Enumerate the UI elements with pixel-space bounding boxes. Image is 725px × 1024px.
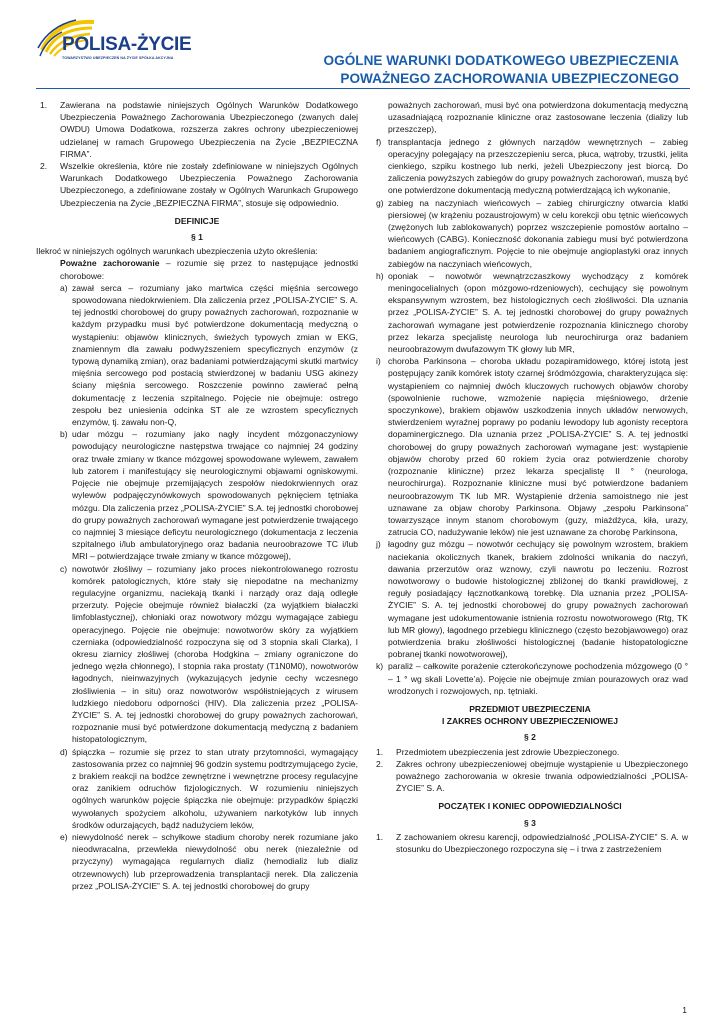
header-divider [36,88,690,89]
list-item: c) nowotwór złośliwy – rozumiany jako proces niekontrolowanego rozrostu komórek patologicznych, które stały się niepodatne na mechanizmy regulacyjne organizmu, naciekają tkanki i narządy oraz dają odległe przerzuty. Pojęcie obejmuje również białaczki (za wyjątkiem białaczki limfoblastycznej), chłoniaki oraz nowotwory mózgu wymagające zabiegu operacyjnego. Pojęcie nie obejmuje: nowotworów skóry za wyjątkiem czerniaka (odpowiedzialność rozpoczyna się od 3 stopnia skali Clarka), I okresu ziarnicy złośliwej (choroba Hodgkina – zmiany ograniczone do jednego węzła chłonnego), I stopnia raka prostaty (T1N0M0), nowotworów łagodnych, nieinwazyjnych (wykazujących jedynie cechy wczesnego złośliwienia – in situ) oraz nowotworów współistniejących z wirusem ludzkiego niedoboru odporności (HIV). Dla zaliczenia przez „POLISA-ŻYCIE” S. A. tej jednostki chorobowej do grupy poważnych zachorowań, rozpoznanie musi być potwierdzone dokumentacją medyczną z badaniem histopatologicznym, [60,563,358,745]
definitions-list-continued [376,99,688,697]
section-number: § 3 [524,817,536,828]
page-number: 1 [682,1005,687,1015]
intro-list [40,99,358,209]
list-item: j) łagodny guz mózgu – nowotwór cechujący się powolnym wzrostem, brakiem naciekania okolicznych tkanek, brakiem zdolności wnikania do naczyń, dawania przerzutów oraz wznowy, czyli nawrotu po leczeniu. Rozrost nowotworowy o budowie histologicznej zbliżonej do tkanki prawidłowej, z reguły posiadający łącznotkankową torebkę. Dla uznania przez „POLISA-ŻYCIE” S. A. tej jednostki chorobowej do grupy poważnych zachorowań wymagane jest udokumentowanie istnienia rozrostu nowotworowego (Rtg, TK lub MR głowy), łagodnego przebiegu klinicznego (często bezobjawowego) oraz potwierdzenia braku złośliwości histologicznej (badanie histopatologiczne pobranej tkanki nowotworowej), [376,539,688,660]
title-line-2: POWAŻNEGO ZACHOROWANIA UBEZPIECZONEGO [340,70,679,86]
list-item: 1. Z zachowaniem okresu karencji, odpowiedzialność „POLISA-ŻYCIE” S. A. w stosunku do Ubezpieczonego rozpoczyna się – i trwa z zastrzeżeniem [376,831,688,854]
section-heading: I ZAKRES OCHRONY UBEZPIECZENIOWEJ [441,716,619,727]
left-column [36,99,358,892]
section-heading: DEFINICJE [174,215,220,226]
logo-tagline: TOWARZYSTWO UBEZPIECZEŃ NA ŻYCIE SPÓŁKA AKCYJNA [62,56,174,60]
list-item: a) zawał serca – rozumiany jako martwica części mięśnia sercowego spowodowana niedokrwieniem. Dla zaliczenia przez „POLISA-ŻYCIE” S. A. tej jednostki chorobowej do grupy poważnych zachorowań, rozpoznanie w każdym przypadku musi być potwierdzone dokumentacją medyczną o wystąpieniu: objawów klinicznych, świeżych typowych zmian w EKG, znamiennym dla zawału podwyższeniem specyficznych enzymów (z typową dynamiką zmian), oraz badaniami potwierdzającymi skutki martwicy mięśnia sercowego pod postacią stwierdzonej w badaniu USG akinezy ściany mięśnia sercowego. Roszczenie powinno zawierać pełną dokumentację z leczenia szpitalnego. Pojęcie nie obejmuje: ostrego zespołu bez uniesienia odcinka ST ale ze wzrostem specyficznych enzymów, tj. zawału non-Q, [60,282,358,428]
logo-brand-text: POLISA-ŻYCIE [62,34,192,55]
list-item: f) transplantacja jednego z głównych narządów wewnętrznych – zabieg operacyjny polegający na przeszczepieniu serca, płuca, wątroby, trzustki, jelita cienkiego, szpiku kostnego lub nerki, jeżeli Ubezpieczony jest biorcą. Do zaliczenia powyższych zabiegów do grupy poważnych zachorowań, muszą być one potwierdzone dokumentacją medyczną potwierdzającą ich wykonanie, [376,136,688,196]
list-item: b) udar mózgu – rozumiany jako nagły incydent mózgonaczyniowy powodujący neurologiczne następstwa trwające co najmniej 24 godziny oraz trwałe zmiany w tkance mózgowej spowodowane wylewem, zawałem lub zatorem i manifestujący się neurologicznymi objawami ogniskowymi. Pojęcie nie obejmuje przemijających zespołów niedokrwiennych oraz wylewów podpajęczynówkowych spowodowanych pęknięciem tętniaka mózgu. Dla zaliczenia przez „POLISA-ŻYCIE” S.A. tej jednostki chorobowej do grupy poważnych zachorowań wymagane jest potwierdzenie trwającego co najmniej 3 miesiące deficytu neurologicznego (dokumentacja z leczenia szpitalnego i/lub ambulatoryjnego oraz badania neuroobrazowe TC i/lub MRI – potwierdzające trwałe zmiany w tkance mózgowej), [60,429,358,562]
list-item: d) śpiączka – rozumie się przez to stan utraty przytomności, wymagający zastosowania przez co najmniej 96 godzin systemu podtrzymującego życie, z brakiem reakcji na bodźce zewnętrzne i wewnętrzne procesy regulacyjne oraz zanikiem odruchów fizjologicznych. W rozumieniu niniejszych ogólnych warunków pojęcie śpiączka nie obejmuje: przypadków śpiączki wywołanych spożyciem alkoholu, używaniem narkotyków lub innych środków odurzających, bądź nadużyciem leków, [60,746,358,830]
section-number: § 1 [191,232,203,243]
list-item: 2. Zakres ochrony ubezpieczeniowej obejmuje wystąpienie u Ubezpieczonego poważnego zachorowania w okresie trwania odpowiedzialności „POLISA-ŻYCIE” S. A. [376,758,688,794]
company-logo [36,16,196,72]
list-item: 1. Zawierana na podstawie niniejszych Ogólnych Warunków Dodatkowego Ubezpieczenia Poważnego Zachorowania Ubezpieczonego (zwanych dalej OWDU) Umowa Dodatkowa, rozszerza zakres ochrony ubezpieczeniowej udzielanej w ramach Grupowego Ubezpieczenia na Życie „BEZPIECZNA FIRMA”. [40,100,358,159]
title-line-1: OGÓLNE WARUNKI DODATKOWEGO UBEZPIECZENIA [323,53,679,68]
liability-list [376,831,688,855]
list-item: poważnych zachorowań, musi być ona potwierdzona dokumentacją medyczną uzasadniającą rozpoznanie kliniczne oraz zastosowane leczenia (dializy lub przeszczep), [388,100,688,135]
definition-term: Poważne zachorowanie – rozumie się przez to następujące jednostki chorobowe: [60,258,358,281]
list-item: 1. Przedmiotem ubezpieczenia jest zdrowie Ubezpieczonego. [376,746,620,757]
section-heading: POCZĄTEK I KONIEC ODPOWIEDZIALNOŚCI [438,801,622,812]
list-item: 2. Wszelkie określenia, które nie zostały zdefiniowane w niniejszych Ogólnych Warunkach Dodatkowego Ubezpieczenia Poważnego Zachorowania Ubezpieczonego, a zdefiniowane zostały w Ogólnych Warunkach Grupowego Ubezpieczenia na Życie „BEZPIECZNA FIRMA”, stosuje się odpowiednio. [40,161,358,208]
section-heading: PRZEDMIOT UBEZPIECZENIA [469,703,591,714]
definitions-list [60,282,358,892]
list-item: e) niewydolność nerek – schyłkowe stadium choroby nerek rozumiane jako nieodwracalna, przewlekła niewydolność obu nerek (niezależnie od przyczyny) wymagająca regularnych dializ (hemodializ lub dializ otrzewnowych) lub przeprowadzenia transplantacji nerek. Dla zaliczenia przez „POLISA-ŻYCIE” S. A. tej jednostki chorobowej do grupy [60,831,358,891]
list-item: g) zabieg na naczyniach wieńcowych – zabieg chirurgiczny otwarcia klatki piersiowej (w krążeniu pozaustrojowym) w celu korekcji obu tętnic wieńcowych (zwężonych lub zablokowanych) poprzez wszczepienie pomostów aortalno – wieńcowych (CABG). Konieczność dokonania zabiegu musi być potwierdzona badaniem angiograficznym. Pojęcie to nie obejmuje angioplastyki oraz innych zabiegów na naczyniach wieńcowych, [376,197,688,269]
definitions-lead: Ilekroć w niniejszych ogólnych warunkach ubezpieczenia użyto określenia: [36,246,318,257]
list-item: i) choroba Parkinsona – choroba układu pozapiramidowego, której istotą jest postępujący zanik komórek istoty czarnej śródmózgowia, charakteryzująca się: wystąpieniem co najmniej dwóch kluczowych ruchowych objawów choroby (spowolnienie ruchowe, wzmożenie napięcia mięśniowego, drżenie spoczynkowe), brakiem objawów uszkodzenia innych układów nerwowych, stwierdzeniem wyraźnej poprawy po podaniu lewodopy lub agonisty receptora dopaminergicznego. Dla uznania przez „POLISA-ŻYCIE” S. A. tej jednostki chorobowej do grupy poważnych zachorowań wymagane jest: wystąpienie objawów choroby przed 60 rokiem życia oraz potwierdzenie choroby (rozpoznanie kliniczne) przez lekarza specjalistę II ° (neurologa, neurochirurga). Rozpoznanie kliniczne musi być potwierdzone badaniem neuroobrazowym TK lub MR. Wystąpienie drżenia samoistnego nie jest uznawane za objaw choroby Parkinsona. Objawy „zespołu Parkinsona” towarzyszące innym stanom chorobowym (guzy, miażdżyca, kiła, urazy, zatrucia CO, nadużywanie leków) nie jest uznawane za chorobę Parkinsona, [376,356,688,538]
list-item: h) oponiak – nowotwór wewnątrzczaszkowy wychodzący z komórek meningocelialnych (opon mózgowo-rdzeniowych), cechujący się powolnym ekspansywnym wzrostem, bez histologicznych cech złośliwości. Dla uznania przez „POLISA-ŻYCIE” S. A. tej jednostki chorobowej do grupy poważnych zachorowań wymagane jest potwierdzenie rozpoznania klinicznego choroby przez lekarza specjalistę neurologa lub neurochirurga oraz badaniem neuroobrazowym dwufazowym TK głowy lub MR, [376,270,688,355]
subject-list [376,746,688,795]
list-item: k) paraliż – całkowite porażenie czterokończynowe pochodzenia mózgowego (0 ° – 1 ° wg skali Lovette’a). Pojęcie nie obejmuje zmian pourazowych oraz wad wrodzonych i rozwojowych, np. tętniaki. [376,661,688,696]
document-title [219,52,679,87]
right-column [372,99,688,855]
section-number: § 2 [524,732,536,743]
